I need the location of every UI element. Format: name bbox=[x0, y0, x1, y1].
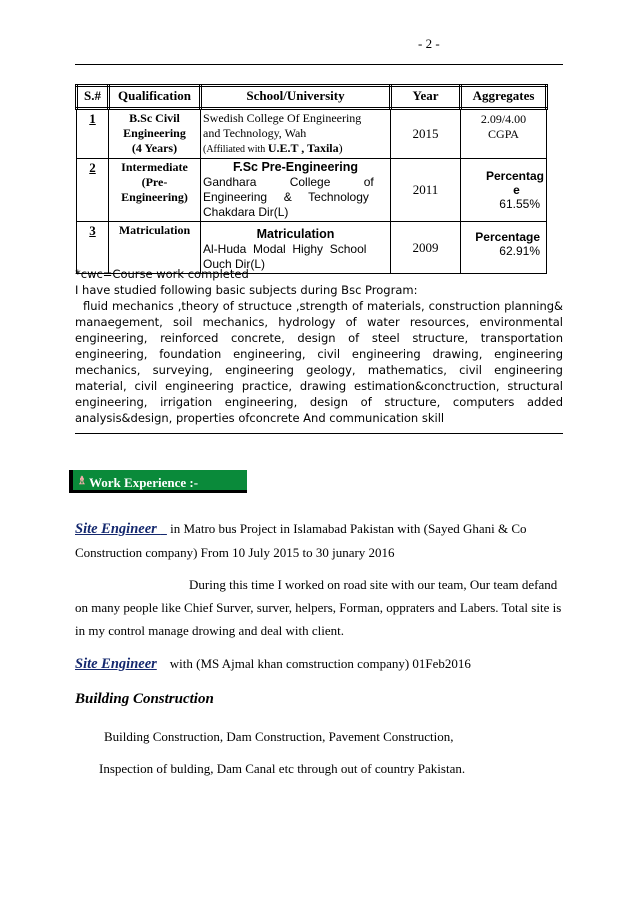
row-sn: 1 bbox=[77, 109, 109, 159]
row-qualification bbox=[109, 159, 201, 222]
job1-role: Site Engineer bbox=[75, 521, 161, 537]
row-year: 2011 bbox=[391, 159, 461, 222]
table-header-row bbox=[77, 86, 547, 109]
person-icon: ♗ bbox=[77, 475, 87, 487]
job1-text: in Matro bus Project in Islamabad Pakistan with (Sayed Ghani & Co bbox=[166, 521, 527, 536]
school-line: Chakdara Dir(L) bbox=[203, 205, 289, 219]
row-year: 2009 bbox=[391, 222, 461, 274]
qualification-line: B.Sc Civil bbox=[129, 111, 180, 125]
qualification-line: (4 Years) bbox=[131, 141, 178, 155]
table-row bbox=[77, 109, 547, 159]
job2-line bbox=[75, 655, 471, 673]
row-sn: 3 bbox=[77, 222, 109, 274]
qualification-line: Matriculation bbox=[118, 223, 191, 237]
school-line: and Technology, Wah bbox=[203, 126, 307, 140]
work-experience-banner bbox=[69, 470, 247, 493]
job2-role: Site Engineer bbox=[75, 656, 157, 672]
qualification-line: Intermediate bbox=[121, 160, 188, 174]
row-qualification bbox=[109, 109, 201, 159]
job1-line1 bbox=[75, 520, 563, 538]
education-table bbox=[75, 84, 548, 274]
school-line: Swedish College Of Engineering bbox=[203, 111, 362, 125]
school-title: Matriculation bbox=[256, 227, 335, 241]
school-title: F.Sc Pre-Engineering bbox=[232, 160, 359, 174]
aggregate-line: 62.91% bbox=[499, 244, 540, 258]
row-school bbox=[201, 159, 391, 222]
job1-line2: Construction company) From 10 July 2015 to 30 junary 2016 bbox=[75, 545, 395, 560]
header-rule bbox=[75, 64, 563, 65]
aggregate-line: 2.09/4.00 bbox=[480, 112, 527, 126]
building-line1: Building Construction, Dam Construction, Pavement Construction, bbox=[104, 729, 454, 744]
school-line: Ouch Dir(L) bbox=[203, 257, 266, 271]
school-line: Engineering & Technology bbox=[203, 190, 369, 204]
table-row bbox=[77, 159, 547, 222]
header-qualification: Qualification bbox=[109, 86, 201, 109]
page-number: - 2 - bbox=[418, 36, 440, 51]
aggregate-line: Percentage bbox=[475, 230, 540, 244]
qualification-line: (Pre- bbox=[141, 175, 168, 189]
row-year: 2015 bbox=[391, 109, 461, 159]
row-aggregate bbox=[461, 159, 547, 222]
header-sn: S.# bbox=[77, 86, 109, 109]
row-sn: 2 bbox=[77, 159, 109, 222]
subjects-intro: I have studied following basic subjects during Bsc Program: bbox=[75, 283, 418, 297]
row-aggregate bbox=[461, 109, 547, 159]
header-school: School/University bbox=[201, 86, 391, 109]
row-school bbox=[201, 109, 391, 159]
school-line: Gandhara College of bbox=[203, 175, 374, 189]
work-experience-heading: Work Experience :- bbox=[89, 475, 199, 490]
building-heading: Building Construction bbox=[75, 691, 214, 707]
job1-desc1: During this time I worked on road site with our team, Our team defand bbox=[189, 577, 558, 592]
job2-text: with (MS Ajmal khan comstruction company) 01Feb2016 bbox=[169, 656, 471, 671]
qualification-line: Engineering bbox=[123, 126, 186, 140]
subjects-paragraph: fluid mechanics ,theory of structuce ,strength of materials, construction planning& manaegement, soil mechanics, hydrology of water resources, environmental engineering, reinforced concrete, design of steel structure, transportation engineering, foundation engineering, civil engineering drawing, engineering mechanics, surveying, engineering geology, mathematics, civil engineering material, civil engineering practice, drawing estimation&conctruction, structural engineering, irrigation engineering, design of structure, computers added analysis&design, properties ofconcrete And communication skill bbox=[75, 299, 563, 425]
job1-desc3: in my control manage drowing and deal with client. bbox=[75, 623, 344, 638]
qualification-line: Engineering) bbox=[121, 190, 188, 204]
building-line2: Inspection of bulding, Dam Canal etc through out of country Pakistan. bbox=[99, 761, 466, 776]
aggregate-line: Percentag bbox=[485, 169, 544, 183]
school-affiliation: (Affiliated with U.E.T , Taxila) bbox=[203, 141, 343, 155]
school-line: Al-Huda Modal Highy School bbox=[203, 242, 367, 256]
section-rule bbox=[75, 433, 563, 434]
header-aggregates: Aggregates bbox=[461, 86, 547, 109]
aggregate-line: CGPA bbox=[488, 127, 519, 141]
header-year: Year bbox=[391, 86, 461, 109]
aggregate-line: e bbox=[513, 183, 520, 197]
aggregate-line: 61.55% bbox=[499, 197, 540, 211]
job1-desc2: on many people like Chief Surver, surver, helpers, Forman, opprаters and Labers. Total site is bbox=[75, 600, 562, 615]
cwc-note: *cwc=Course work completed bbox=[75, 267, 249, 281]
